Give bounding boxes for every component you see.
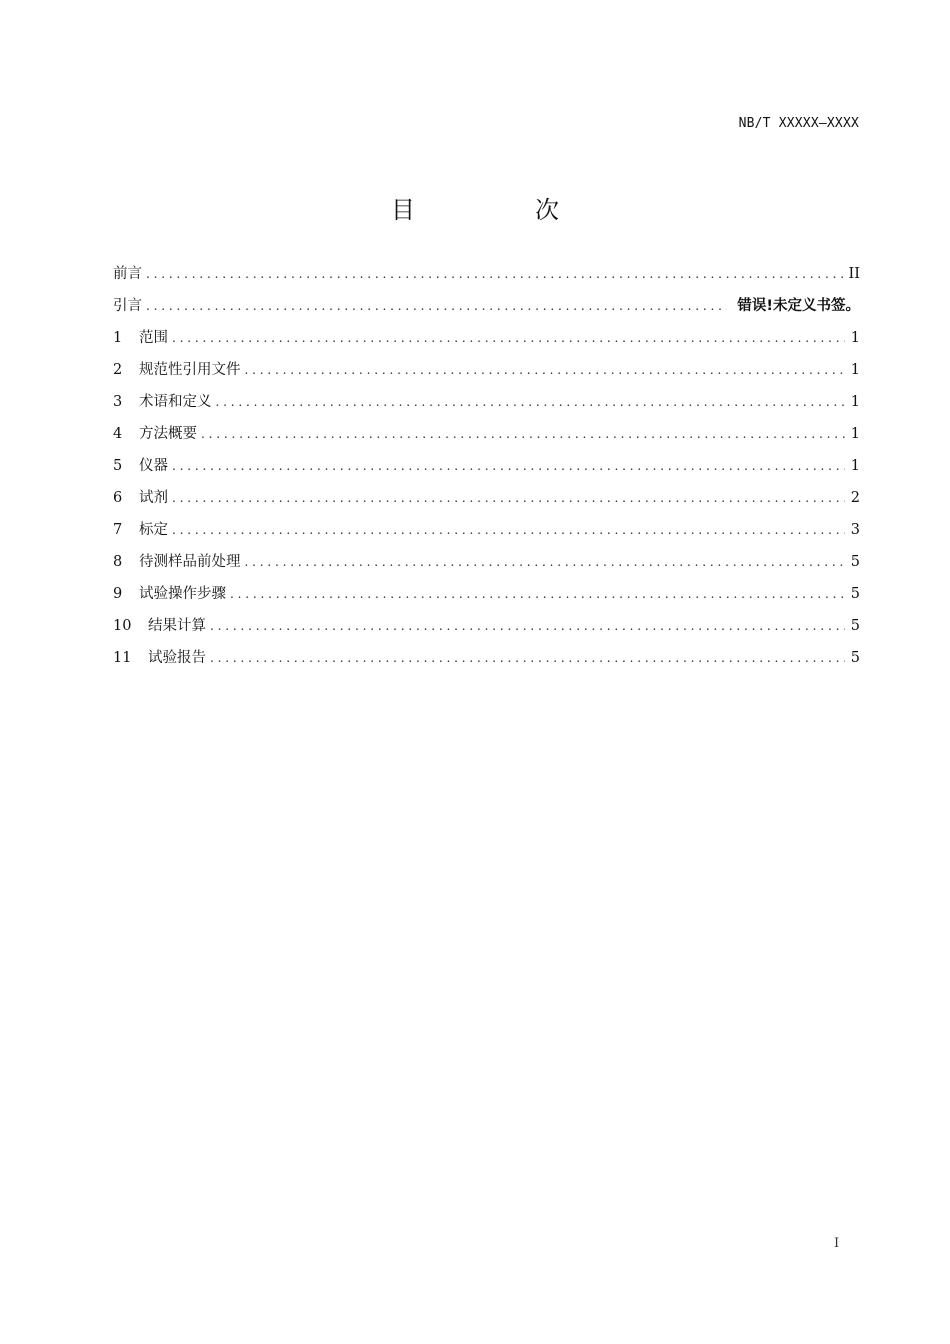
toc-entry-number: 2 [113, 362, 123, 378]
toc-entry-number: 9 [113, 586, 123, 602]
toc-entry[interactable] [113, 391, 860, 423]
toc-entry[interactable] [113, 615, 860, 647]
toc-entry-leader [245, 359, 845, 381]
toc-entry-page: 3 [850, 522, 860, 538]
toc-entry-page: 1 [850, 394, 860, 410]
toc-entry[interactable] [113, 583, 860, 615]
toc-entry-page: 5 [850, 618, 860, 634]
toc-entry-label: 仪器 [139, 458, 168, 474]
toc-entry-leader [172, 487, 845, 509]
toc-entry-leader [172, 455, 845, 477]
toc-entry-label: 规范性引用文件 [139, 362, 241, 378]
toc-entry[interactable] [113, 295, 860, 327]
toc-entry-page: 1 [850, 330, 860, 346]
toc-entry-leader [210, 647, 845, 669]
toc-entry-number: 8 [113, 554, 123, 570]
toc-entry[interactable] [113, 455, 860, 487]
toc-entry-label: 试剂 [139, 490, 168, 506]
toc-entry[interactable] [113, 327, 860, 359]
standard-code: NB/T XXXXX—XXXX [738, 116, 859, 131]
toc-entry-label: 前言 [113, 266, 142, 282]
toc-entry-leader [216, 391, 845, 413]
toc-entry-label: 范围 [139, 330, 168, 346]
toc-entry-number: 6 [113, 490, 123, 506]
toc-entry-label: 试验报告 [148, 650, 206, 666]
toc-entry-page: 5 [850, 586, 860, 602]
toc-entry-page: 1 [850, 458, 860, 474]
toc-entry[interactable] [113, 263, 860, 295]
toc-entry-leader [210, 615, 845, 637]
toc-entry[interactable] [113, 359, 860, 391]
toc-entry-label: 结果计算 [148, 618, 206, 634]
toc-entry-label: 待测样品前处理 [139, 554, 241, 570]
toc-entry-label: 方法概要 [139, 426, 197, 442]
toc-entry-page: 1 [850, 362, 860, 378]
toc-entry[interactable] [113, 519, 860, 551]
toc-entry[interactable] [113, 647, 860, 679]
toc-entry-label: 试验操作步骤 [139, 586, 226, 602]
toc-entry-leader [201, 423, 845, 445]
toc-entry[interactable] [113, 423, 860, 455]
toc-entry-page: 错误!未定义书签。 [737, 298, 860, 314]
toc-entry-leader [146, 295, 727, 317]
toc-entry-label: 术语和定义 [139, 394, 212, 410]
toc-entry-page: 2 [850, 490, 860, 506]
toc-entry-page: II [848, 266, 860, 282]
toc-entry-page: 1 [850, 426, 860, 442]
toc-title: 目 次 [391, 196, 607, 224]
toc-entry-page: 5 [850, 554, 860, 570]
toc-entry-page: 5 [850, 650, 860, 666]
toc-entry-leader [146, 263, 843, 285]
toc-entry[interactable] [113, 551, 860, 583]
toc-entry-leader [172, 519, 845, 541]
toc-entry-number: 4 [113, 426, 123, 442]
toc-entry-leader [172, 327, 845, 349]
toc-entry-number: 10 [113, 618, 132, 634]
toc-entry-leader [230, 583, 845, 605]
toc-entry-number: 1 [113, 330, 123, 346]
toc-entry-leader [245, 551, 845, 573]
toc-entry-number: 3 [113, 394, 123, 410]
table-of-contents [113, 263, 860, 679]
toc-entry-number: 5 [113, 458, 123, 474]
toc-entry-label: 标定 [139, 522, 168, 538]
page-number: I [834, 1236, 840, 1251]
toc-entry-label: 引言 [113, 298, 142, 314]
toc-entry[interactable] [113, 487, 860, 519]
toc-entry-number: 7 [113, 522, 123, 538]
toc-entry-number: 11 [113, 650, 132, 666]
